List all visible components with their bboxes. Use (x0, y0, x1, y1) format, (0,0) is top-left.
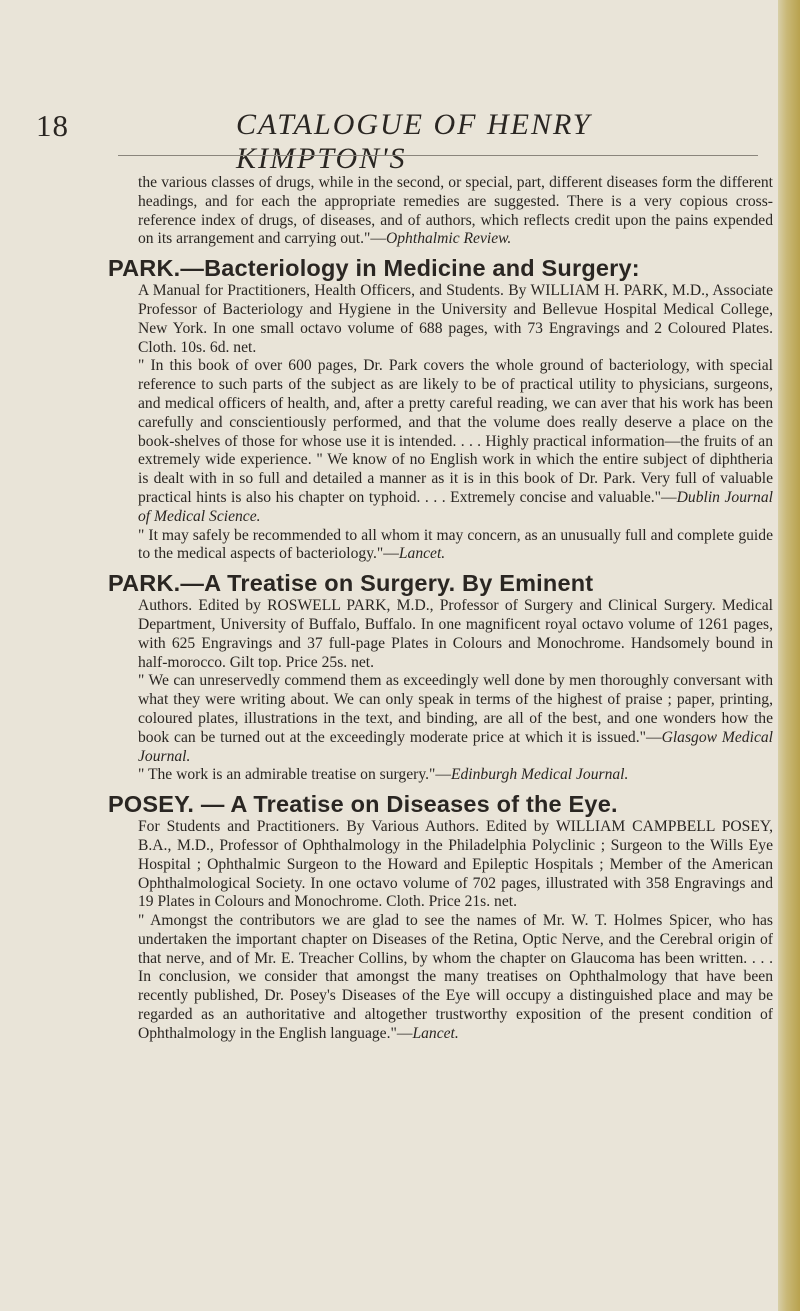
review-text: " It may safely be recommended to all whom it may concern, as an unusually full and complete guide to the medical aspects of bacteriology."— (138, 526, 773, 563)
review-text: " We can unreservedly commend them as exceedingly well done by men thoroughly conversant with what they were writing about. We can only speak in terms of the highest of praise ; paper, printing, coloured plates, illustrations in the text, and binding, are all of the best, and one wonders how the book can be turned out at the exceedingly moderate price at which it is issued."— (138, 672, 773, 746)
continuation-paragraph (138, 174, 773, 249)
review-quote (138, 527, 773, 565)
catalogue-entry (108, 254, 773, 564)
review-source: Dublin Journal of Medical Science. (138, 488, 773, 525)
entry-title: POSEY. — A Treatise on Diseases of the Eye. (108, 791, 618, 818)
page-header (36, 108, 740, 175)
catalogue-entry (108, 790, 773, 1044)
review-text: " Amongst the contributors we are glad to see the names of Mr. W. T. Holmes Spicer, who has undertaken the important chapter on Diseases of the Retina, Optic Nerve, and the Cerebral origin of that nerve, and of Mr. E. Treacher Collins, by whom the chapter on Glaucoma has been written. . . . In conclusion, we consider that amongst the many treatises on Ophthalmology that have been recently published, Dr. Posey's Diseases of the Eye will occupy a distinguished place and may be regarded as an authoritative and altogether trustworthy exposition of the present condition of Ophthalmology in the English language."— (138, 912, 773, 1042)
entry-description: Authors. Edited by ROSWELL PARK, M.D., Professor of Surgery and Clinical Surgery. Medical Department, University of Buffalo, Buffalo. In one magnificent royal octavo volume of 1261 pages, with 625 Engravings and 37 full-page Plates in Colours and Monochrome. Handsomely bound in half-morocco. Gilt top. Price 25s. net. (138, 597, 773, 671)
review-source: Edinburgh Medical Journal. (450, 766, 629, 784)
review-source: Lancet. (412, 1024, 459, 1042)
entry-title: PARK.—Bacteriology in Medicine and Surgery: (108, 255, 640, 282)
entry-title: PARK.—A Treatise on Surgery. By Eminent (108, 570, 594, 597)
catalogue-entry (108, 569, 773, 785)
catalogue-content (108, 174, 773, 1044)
review-text: " In this book of over 600 pages, Dr. Park covers the whole ground of bacteriology, with special reference to such parts of the subject as are likely to be of practical utility to physicians, surgeons, and medical officers of health, and, after a pretty careful reading, we can aver that his work has been carefully and conscientiously performed, and that the volume does really deserve a place on the book-shelves of those for whose use it is intended. . . . Highly practical information—the fruits of an extremely wide experience. " We know of no English work in which the entire subject of diphtheria is dealt with in so full and detailed a manner as it is in this book of Dr. Park. Very full of valuable practical hints is also his chapter on typhoid. . . . Extremely concise and valuable."— (138, 357, 773, 506)
entry-description: For Students and Practitioners. By Various Authors. Edited by WILLIAM CAMPBELL POSEY, B.A., M.D., Professor of Ophthalmology in the Philadelphia Polyclinic ; Surgeon to the Wills Eye Hospital ; Ophthalmic Surgeon to the Howard and Epileptic Hospitals ; Member of the American Ophthalmological Society. In one octavo volume of 702 pages, illustrated with 358 Engravings and 19 Plates in Colours and Monochrome. Cloth. Price 21s. net. (138, 818, 773, 911)
continuation-source: Ophthalmic Review. (386, 230, 512, 248)
running-title: CATALOGUE OF HENRY KIMPTON'S (236, 108, 592, 175)
header-rule (118, 155, 758, 156)
entry-description: A Manual for Practitioners, Health Officers, and Students. By WILLIAM H. PARK, M.D., Associate Professor of Bacteriology and Hygiene in the University and Bellevue Hospital Medical College, New York. In one small octavo volume of 688 pages, with 73 Engravings and 2 Coloured Plates. Cloth. 10s. 6d. net. (138, 282, 773, 356)
continuation-text: the various classes of drugs, while in the second, or special, part, different diseases form the different headings, and for each the appropriate remedies are suggested. There is a very copious cross-reference index of drugs, of diseases, and of authors, which reflects credit upon the pains expended on its arrangement and carrying out."— (138, 174, 773, 248)
review-source: Lancet. (398, 545, 446, 563)
review-quote (138, 357, 773, 526)
page-number: 18 (36, 108, 69, 143)
review-source: Glasgow Medical Journal. (138, 728, 773, 765)
page-edge (778, 0, 800, 1311)
review-text: " The work is an admirable treatise on surgery."— (138, 766, 451, 784)
review-quote (138, 672, 773, 766)
review-quote (138, 912, 773, 1044)
review-quote (138, 766, 773, 785)
